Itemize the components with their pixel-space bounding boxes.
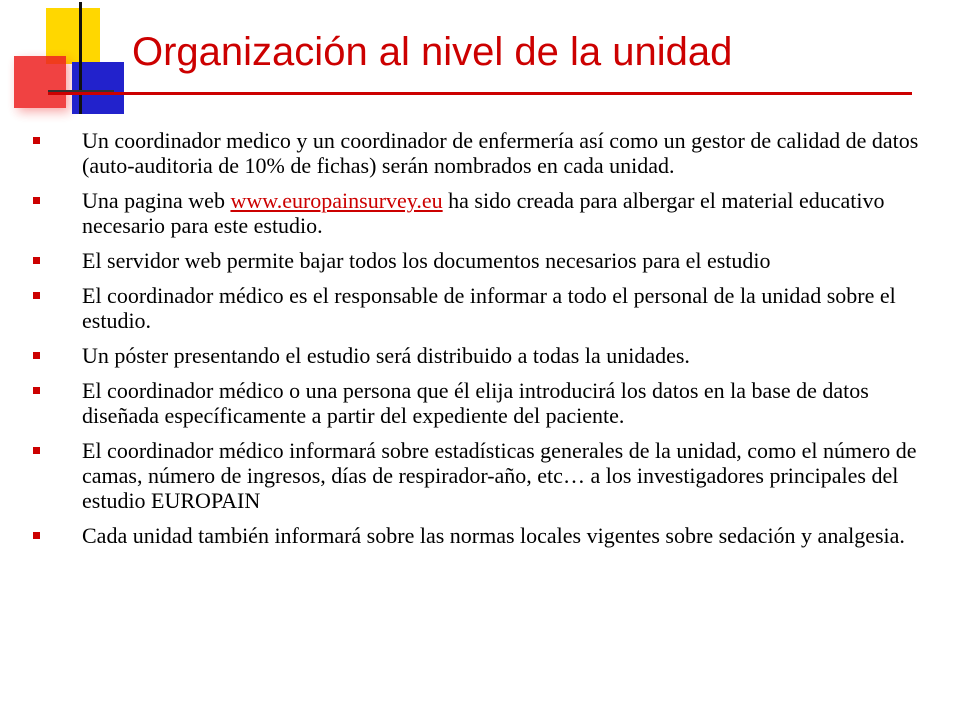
bullet-item — [0, 438, 960, 513]
bullet-text: El coordinador médico informará sobre estadísticas generales de la unidad, como el número de camas, número de ingresos, días de respirador-año, etc… a los investigadores principales del estudio EUROPAIN — [82, 438, 917, 513]
bullet-text: El servidor web permite bajar todos los documentos necesarios para el estudio — [82, 248, 771, 273]
bullet-text: Un póster presentando el estudio será distribuido a todas la unidades. — [82, 343, 690, 368]
bullet-item — [0, 523, 960, 548]
website-link[interactable]: www.europainsurvey.eu — [230, 188, 443, 213]
bullet-marker-icon — [33, 447, 40, 454]
bullet-text: Cada unidad también informará sobre las normas locales vigentes sobre sedación y analgesia. — [82, 523, 905, 548]
decorative-vertical-line — [79, 2, 82, 114]
bullet-marker-icon — [33, 197, 40, 204]
bullet-list — [0, 128, 960, 558]
bullet-marker-icon — [33, 137, 40, 144]
bullet-marker-icon — [33, 387, 40, 394]
bullet-text: El coordinador médico es el responsable de informar a todo el personal de la unidad sobre el estudio. — [82, 283, 896, 333]
bullet-item — [0, 343, 960, 368]
bullet-text: El coordinador médico o una persona que él elija introducirá los datos en la base de datos diseñada específicamente a partir del expediente del paciente. — [82, 378, 869, 428]
bullet-text-before-link: Una pagina web — [82, 188, 231, 213]
bullet-item — [0, 248, 960, 273]
bullet-item — [0, 188, 960, 238]
bullet-text-after-link: ha sido creada para albergar el material educativo necesario para este estudio. — [82, 188, 885, 238]
bullet-marker-icon — [33, 257, 40, 264]
bullet-item — [0, 283, 960, 333]
bullet-marker-icon — [33, 352, 40, 359]
bullet-marker-icon — [33, 292, 40, 299]
title-underline-rule — [48, 92, 912, 95]
slide-title: Organización al nivel de la unidad — [132, 30, 733, 74]
decorative-red-square — [14, 56, 66, 108]
bullet-item — [0, 128, 960, 178]
bullet-text: Un coordinador medico y un coordinador de enfermería así como un gestor de calidad de datos (auto-auditoria de 10% de fichas) serán nombrados en cada unidad. — [82, 128, 919, 178]
bullet-item — [0, 378, 960, 428]
bullet-marker-icon — [33, 532, 40, 539]
